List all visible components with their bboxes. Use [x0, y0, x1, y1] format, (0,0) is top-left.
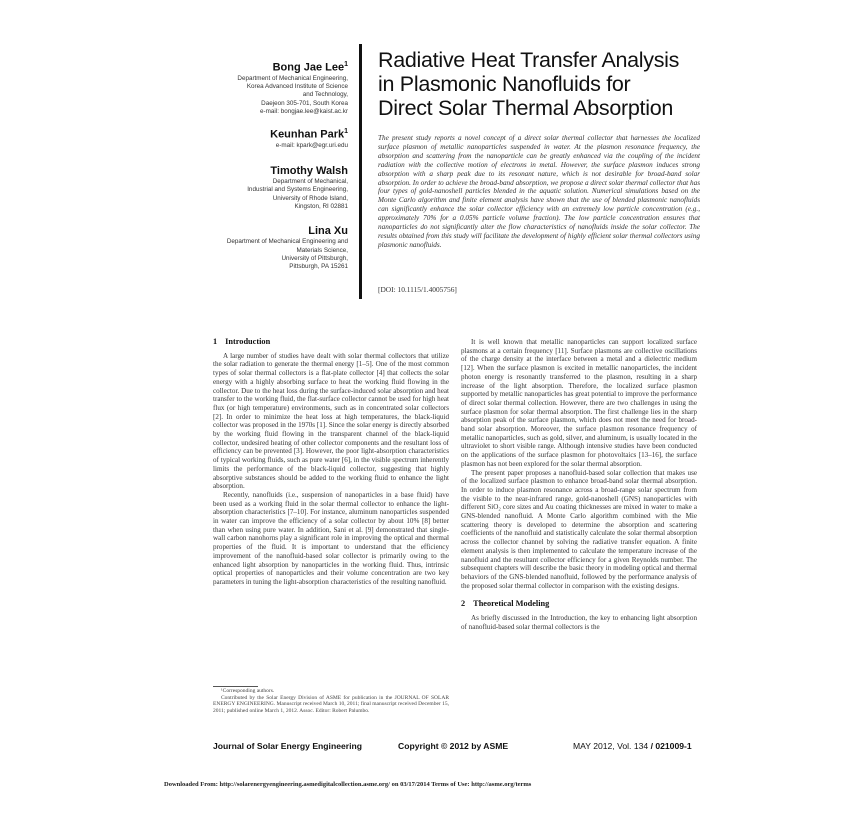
download-notice: Downloaded From: http://solarenergyengineering.asmedigitalcollection.asme.org/ on 03/17/2014 Terms of Use: http://asme.org/terms	[164, 781, 532, 788]
footnote-divider	[213, 686, 258, 687]
author-name: Timothy Walsh	[270, 165, 348, 178]
footnote-corresponding: ¹Corresponding authors.	[221, 688, 275, 694]
section-heading-introduction: 1 Introduction	[213, 337, 271, 346]
footnote-contributed: Contributed by the Solar Energy Division of ASME for publication in the JOURNAL OF SOLAR ENERGY ENGINEERING. Manuscript received March 10, 2011; final manuscript received December 15, 2011; published online March 1, 2012. Assoc. Editor: Robert Palumbo.	[213, 694, 449, 714]
paragraph: As briefly discussed in the Introduction, the key to enhancing light absorption of nanofluid-based solar thermal collectors is the	[461, 614, 697, 631]
author-name: Bong Jae Lee$^1$	[272, 61, 348, 74]
author-list	[205, 58, 348, 280]
author-block	[205, 125, 348, 150]
author-affiliation: Department of Mechanical, Industrial and Systems Engineering, University of Rhode Island, Kingston, RI 02881	[247, 178, 348, 210]
left-column	[213, 338, 449, 587]
author-affiliation: Department of Mechanical Engineering, Korea Advanced Institute of Science and Technology, Daejeon 305-701, South Korea e-mail: bongjae.lee@kaist.ac.kr	[237, 74, 348, 115]
author-name: Lina Xu	[308, 225, 348, 238]
footnote	[213, 688, 449, 714]
paragraph: A large number of studies have dealt with solar thermal collectors that utilize the solar radiation to generate the thermal energy [1–5]. One of the most common types of solar thermal collectors is a flat-plate collector [4] that collects the solar energy with a highly absorbing surface to heat the working fluid flowing in the collector. Due to the heat loss during the surface-induced solar absorption and heat transfer to the working fluid, the flat-surface collector cannot be used for high heat flux (or high temperature) environments, such as in concentrated solar collectors [2]. In order to minimize the heat loss at high temperatures, the black-liquid collector was proposed in the 1970s [1]. Since the solar energy is directly absorbed by the working fluid flowing in the transparent channel of the black-liquid collector, undesired heating of other collector components and the resultant loss of efficiency can be prevented [3]. However, the poor light-absorption characteristics of typical working fluids, such as pure water [6], in the visible spectrum inherently limits the performance of the black-liquid collector, suggesting that highly absorptive substances should be added to the working fluid to enhance the light absorption.	[213, 351, 449, 491]
paragraph: It is well known that metallic nanoparticles can support localized surface plasmons at a certain frequency [11]. Surface plasmons are collective oscillations of the charge density at the interface between a metal and a dielectric medium [12]. When the surface plasmon is excited in metallic nanoparticles, the incident photon energy is resonantly transferred to the plasmon, resulting in a sharp increase of the light absorption. Therefore, the localized surface plasmon supported by metallic nanoparticles has great potential to improve the performance of direct solar thermal collection. However, there are two challenges in using the surface plasmon for solar thermal absorption. The first challenge lies in the sharp absorption peak of the surface plasmon, which does not meet the need for broad-band solar absorption. Moreover, the surface plasmon resonance frequency of metallic nanoparticles, such as gold, silver, and aluminum, is usually located in the ultraviolet to short visible range. Although intensive studies have been conducted on the applications of the surface plasmon for photovoltaics [13–16], the surface plasmon has not been explored for the solar thermal absorption.	[461, 338, 697, 468]
footer-copyright: Copyright © 2012 by ASME	[398, 741, 509, 751]
author-affiliation: e-mail: kpark@egr.uri.edu	[275, 141, 348, 149]
paragraph: Recently, nanofluids (i.e., suspension of nanoparticles in a base fluid) have been used as a working fluid in the solar thermal collector to enhance the light-absorption characteristics [7–10]. For instance, aluminum nanoparticles suspended in water can improve the efficiency of a solar collector by about 10% [8] better than when using pure water. In addition, Sani et al. [9] demonstrated that single-wall carbon nanohorns play a significant role in improving the optical and thermal properties of the fluid. It is important to understand that the efficiency improvement of the nanofluid-based solar collector is primarily owing to the enhanced light absorption by nanoparticles in the working fluid. Thus, intrinsic optical properties of nanoparticles and their volume concentration are two key parameters in tuning the light-absorption characteristics of the resulting nanofluid.	[213, 490, 449, 586]
paragraph: The present paper proposes a nanofluid-based solar collection that makes use of the localized surface plasmon to enhance broad-band solar thermal absorption. In order to induce plasmon resonance across a broad-range solar spectrum from the visible to the near-infrared range, gold-nanoshell (GNS) nanoparticles with different SiO₂ core sizes and Au coating thicknesses are mixed in water to make a GNS-blended nanofluid. A Monte Carlo algorithm combined with the Mie scattering theory is developed to determine the absorption and scattering coefficients of the nanofluid and statistically calculate the solar thermal absorption across the collector channel by solving the radiative transfer equation. A finite element analysis is then implemented to calculate the temperature increase of the nanofluid and the resultant collector efficiency for a given Reynolds number. The subsequent chapters will describe the basic theory in modeling optical and thermal behaviors of the GNS-blended nanofluid, followed by the performance analysis of the proposed solar thermal collector in comparison with the existing designs.	[461, 468, 697, 590]
footer-issue: MAY 2012, Vol. 134 / 021009-1	[573, 741, 692, 751]
author-name: Keunhan Park$^1$	[270, 128, 348, 141]
doi: [DOI: 10.1115/1.4005756]	[378, 285, 457, 294]
author-block	[205, 58, 348, 116]
author-block	[205, 224, 348, 271]
right-column	[461, 338, 697, 632]
abstract: The present study reports a novel concept of a direct solar thermal collector that harnesses the localized surface plasmon of metallic nanoparticles suspended in water. At the plasmon resonance frequency, the absorption and scattering from the nanoparticle can be greatly enhanced via the coupling of the incident radiation with the collective motion of electrons in metal. However, the surface plasmon induces strong absorption with a sharp peak due to its resonant nature, which is not desirable for broad-band solar absorption. In order to achieve the broad-band absorption, we propose a direct solar thermal collector that has four types of gold-nanoshell particles blended in the aquatic solution. Numerical simulations based on the Monte Carlo algorithm and finite element analysis have shown that the use of blended plasmonic nanofluids can significantly enhance the solar collector efficiency with an extremely low particle concentration (e.g., approximately 70% for a 0.05% particle volume fraction). The low particle concentration ensures that nanoparticles do not significantly alter the flow characteristics of nanofluids inside the solar collector. The results obtained from this study will facilitate the development of highly efficient solar thermal collectors using plasmonic nanofluids.	[378, 134, 700, 249]
section-heading-theoretical-modeling: 2 Theoretical Modeling	[461, 599, 550, 609]
author-block	[205, 164, 348, 211]
footer-journal: Journal of Solar Energy Engineering	[213, 741, 362, 751]
author-affiliation: Department of Mechanical Engineering and Materials Science, University of Pittsburgh, Pittsburgh, PA 15261	[226, 238, 348, 271]
vertical-divider	[359, 44, 362, 299]
paper-title: Radiative Heat Transfer Analysis in Plasmonic Nanofluids for Direct Solar Thermal Absorption	[378, 48, 680, 120]
